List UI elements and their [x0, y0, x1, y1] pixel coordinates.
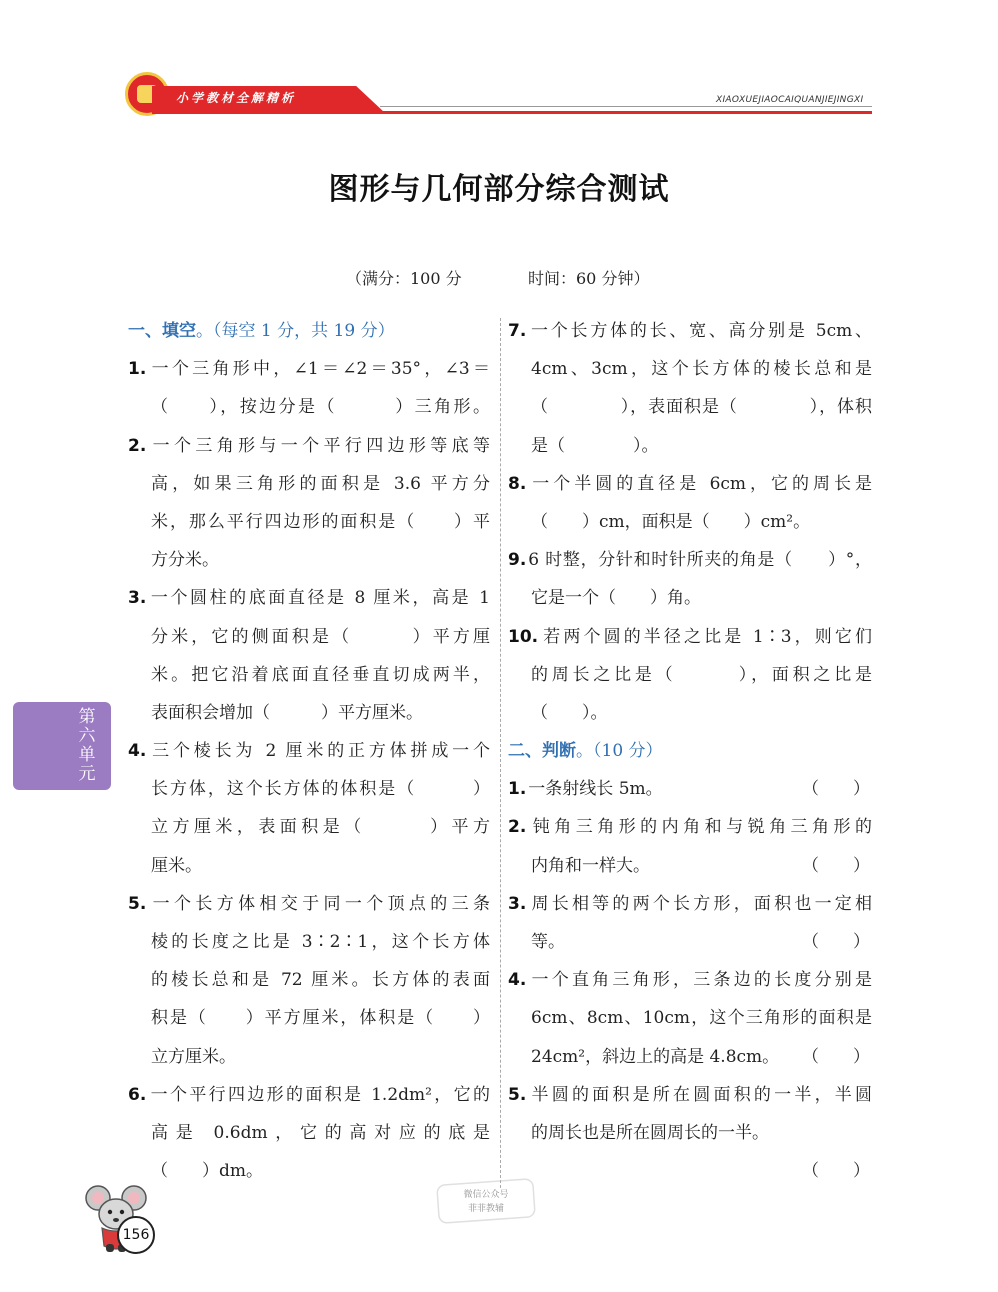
question-7: 7. 一个长方体的长、宽、高分别是 5cm、: [508, 321, 872, 341]
question-3: 3. 一个圆柱的底面直径是 8 厘米，高是 1: [128, 588, 490, 609]
question-8: 8. 一个半圆的直径是 6cm，它的周长是: [508, 473, 872, 494]
answer-paren: （ ）: [802, 1046, 870, 1067]
question-line: 米，那么平行四边形的面积是（ ）平: [151, 511, 490, 532]
time-limit: 时间：60 分钟）: [528, 269, 650, 288]
page-number: 156: [117, 1216, 155, 1254]
answer-paren: （ ）: [802, 779, 870, 800]
section-fill-heading: 一、填空。（每空 1 分，共 19 分）: [128, 321, 395, 341]
question-line: 米。把它沿着底面直径垂直切成两半，: [151, 664, 490, 685]
question-line: 它是一个（ ）角。: [531, 588, 701, 609]
question-line: 高，如果三角形的面积是 3.6 平方分: [151, 473, 490, 494]
question-line: 立方厘米。: [151, 1046, 236, 1067]
question-line: 6cm、8cm、10cm，这个三角形的面积是: [531, 1008, 872, 1029]
question-line: （ ）dm。: [151, 1161, 264, 1182]
question-line: （ ），按边分是（ ）三角形。: [151, 397, 490, 418]
question-line: 4cm、3cm，这个长方体的棱长总和是: [531, 359, 872, 380]
question-line: 的周长之比是（ ），面积之比是: [531, 664, 872, 685]
header-thin-rule: [380, 106, 872, 107]
question-10: 10. 若两个圆的半径之比是 1∶3，则它们: [508, 626, 872, 647]
judge-5: 5. 半圆的面积是所在圆面积的一半，半圆: [508, 1084, 872, 1105]
section-judge-heading: 二、判断。（10 分）: [508, 741, 663, 762]
question-9: 9. 6 时整，分针和时针所夹的角是（ ）°，: [508, 550, 872, 571]
right-column: [508, 312, 872, 1190]
judge-1: 1. 一条射线长 5m。 （ ）: [508, 770, 872, 808]
question-line: [508, 1152, 872, 1190]
question-line: （ ），表面积是（ ），体积: [531, 397, 872, 418]
question-line: 表面积会增加（ ）平方厘米。: [151, 702, 423, 723]
column-divider: [500, 318, 501, 1188]
header-rule: [152, 111, 872, 114]
answer-paren: （ ）: [802, 932, 870, 952]
question-line: 方分米。: [151, 550, 219, 571]
judge-3: 3. 周长相等的两个长方形，面积也一定相: [508, 893, 872, 914]
answer-paren: （ ）: [802, 1161, 870, 1182]
question-line: 厘米。: [151, 855, 202, 876]
answer-paren: （ ）: [802, 855, 870, 876]
judge-2: 2. 钝角三角形的内角和与锐角三角形的: [508, 817, 872, 838]
question-line: 的周长也是所在圆周长的一半。: [531, 1122, 769, 1143]
full-score: （满分：100 分: [346, 269, 462, 288]
header-pinyin: XIAOXUEJIAOCAIQUANJIEJINGXI: [716, 95, 864, 105]
question-line: 24cm²，斜边上的高是 4.8cm。 （ ）: [508, 1038, 872, 1076]
question-line: （ ）cm，面积是（ ）cm²。: [531, 511, 811, 532]
question-line: 内角和一样大。 （ ）: [508, 847, 872, 885]
left-column: [128, 312, 490, 1190]
question-4: 4. 三个棱长为 2 厘米的正方体拼成一个: [128, 741, 490, 762]
judge-4: 4. 一个直角三角形，三条边的长度分别是: [508, 970, 872, 991]
unit-side-label: 第 六 单 元: [78, 707, 96, 784]
question-6: 6. 一个平行四边形的面积是 1.2dm²，它的: [128, 1084, 490, 1105]
header-banner-text: 小学教材全解精析: [176, 91, 297, 105]
question-line: 的棱长总和是 72 厘米。长方体的表面: [151, 970, 490, 991]
watermark-text: 微信公众号 菲菲教辅: [463, 1190, 509, 1214]
question-line: 等。 （ ）: [508, 923, 872, 961]
question-line: 高是 0.6dm，它的高对应的底是: [151, 1122, 490, 1143]
question-2: 2. 一个三角形与一个平行四边形等底等: [128, 435, 490, 456]
question-line: 立方厘米，表面积是（ ）平方: [151, 817, 490, 838]
question-line: 分米，它的侧面积是（ ）平方厘: [151, 626, 490, 647]
question-5: 5. 一个长方体相交于同一个顶点的三条: [128, 893, 490, 914]
question-1: 1. 一个三角形中，∠1＝∠2＝35°，∠3＝: [128, 359, 490, 380]
question-line: 棱的长度之比是 3∶2∶1，这个长方体: [151, 932, 490, 952]
page-header: [0, 0, 998, 130]
question-line: 长方体，这个长方体的体积是（ ）: [151, 779, 490, 800]
question-line: （ ）。: [531, 702, 608, 723]
question-line: 是（ ）。: [531, 435, 659, 456]
page-title: 图形与几何部分综合测试: [328, 172, 670, 207]
question-line: 积是（ ）平方厘米，体积是（ ）: [151, 1008, 490, 1029]
